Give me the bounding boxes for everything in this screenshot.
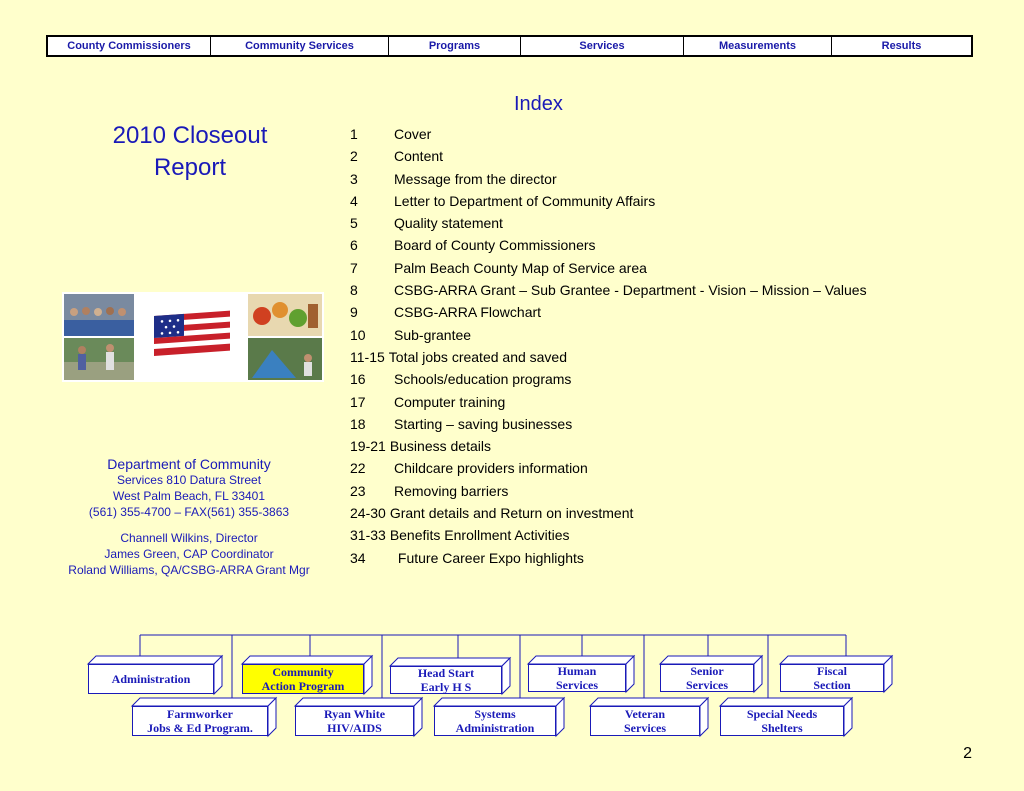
org-label: Jobs & Ed Program. <box>147 721 253 735</box>
report-title-line1: 2010 Closeout <box>112 122 268 149</box>
index-item-number: 1 <box>350 126 358 142</box>
index-item-label: Total jobs created and saved <box>388 348 568 365</box>
org-label: Section <box>813 678 851 692</box>
org-fiscal-section[interactable] <box>780 664 884 692</box>
org-human-services[interactable] <box>528 664 626 692</box>
org-label: Special Needs <box>746 707 818 721</box>
index-item-label: Content <box>394 148 444 165</box>
index-item-number: 19-21 <box>350 438 386 455</box>
nav-programs[interactable]: Programs <box>389 37 521 55</box>
index-item-label: Schools/education programs <box>394 371 572 388</box>
org-label: Administration <box>111 672 191 686</box>
index-item-label: Future Career Expo highlights <box>394 549 584 566</box>
nav-services[interactable]: Services <box>521 37 684 55</box>
org-label: Early H S <box>420 680 472 694</box>
index-item-label: Grant details and Return on investment <box>389 505 634 522</box>
index-item-label: Letter to Department of Community Affairs <box>394 192 656 209</box>
org-label: Ryan White <box>323 707 386 721</box>
org-veteran-services[interactable] <box>590 706 700 736</box>
index-item-number: 31-33 <box>350 527 386 544</box>
index-item-label: Message from the director <box>394 170 557 187</box>
org-administration[interactable] <box>88 664 214 694</box>
nav-results[interactable]: Results <box>881 40 922 52</box>
org-ryan-white[interactable] <box>295 706 414 736</box>
index-item-label: Cover <box>394 126 432 142</box>
report-title-line2: Report <box>153 154 227 181</box>
org-label: Services <box>556 678 598 692</box>
org-label: Services <box>686 678 728 692</box>
index-item-label: Sub-grantee <box>394 326 472 343</box>
staff-coordinator: James Green, CAP Coordinator <box>104 547 274 561</box>
index-item-number: 7 <box>350 259 358 276</box>
index-item-number: 2 <box>350 148 358 165</box>
org-label: Shelters <box>761 721 803 735</box>
nav-county-commissioners[interactable]: County Commissioners <box>48 37 211 55</box>
index-item-number: 16 <box>350 371 366 388</box>
org-label: Senior <box>690 664 724 678</box>
org-label: Human <box>557 664 597 678</box>
index-item-number: 6 <box>350 237 358 254</box>
index-item-label: CSBG-ARRA Grant – Sub Grantee - Department - Vision – Mission – Values <box>394 282 867 299</box>
org-community-action-program[interactable] <box>242 664 364 694</box>
org-systems-administration[interactable] <box>434 706 556 736</box>
index-item-label: Starting – saving businesses <box>394 415 573 432</box>
index-item-number: 10 <box>350 326 366 343</box>
org-label: Administration <box>455 721 535 735</box>
org-label: Action Program <box>261 679 345 693</box>
page-number: 2 <box>963 745 972 762</box>
department-address2: West Palm Beach, FL 33401 <box>112 489 266 503</box>
org-special-needs-shelters[interactable] <box>720 706 844 736</box>
index-item-label: Benefits Enrollment Activities <box>389 527 570 544</box>
org-label: Farmworker <box>167 707 233 721</box>
org-label: Head Start <box>417 666 475 680</box>
org-head-start[interactable] <box>390 666 502 694</box>
org-label: Community <box>272 665 334 679</box>
org-label: Fiscal <box>817 664 847 678</box>
org-farmworker[interactable] <box>132 706 268 736</box>
index-item-number: 9 <box>350 304 358 321</box>
index-item-number: 23 <box>350 482 366 499</box>
org-label: HIV/AIDS <box>327 721 382 735</box>
staff-grant-manager: Roland Williams, QA/CSBG-ARRA Grant Mgr <box>68 563 310 577</box>
index-item-number: 22 <box>350 460 366 477</box>
index-item-number: 11-15 <box>350 348 385 365</box>
index-item-label: CSBG-ARRA Flowchart <box>394 304 542 321</box>
department-name: Department of Community <box>107 456 271 472</box>
index-item-number: 24-30 <box>350 505 386 522</box>
staff-director: Channell Wilkins, Director <box>120 531 258 545</box>
index-item-number: 3 <box>350 170 358 187</box>
index-item-label: Board of County Commissioners <box>394 237 596 254</box>
index-item-label: Quality statement <box>394 215 503 232</box>
index-heading: Index <box>514 93 563 115</box>
index-item-label: Business details <box>389 438 491 455</box>
index-item-label: Computer training <box>394 393 506 410</box>
index-item-number: 8 <box>350 282 358 299</box>
index-item-number: 34 <box>350 549 366 566</box>
index-item-number: 5 <box>350 215 358 232</box>
org-label: Services <box>624 721 666 735</box>
index-item-number: 4 <box>350 192 358 209</box>
index-item-label: Removing barriers <box>394 482 509 499</box>
org-label: Systems <box>474 707 516 721</box>
index-item-number: 18 <box>350 415 366 432</box>
org-senior-services[interactable] <box>660 664 754 692</box>
department-address1: Services 810 Datura Street <box>116 473 262 487</box>
index-item-label: Childcare providers information <box>394 460 588 477</box>
nav-measurements[interactable]: Measurements <box>684 37 832 55</box>
department-phone: (561) 355-4700 – FAX(561) 355-3863 <box>88 505 290 519</box>
nav-community-services[interactable]: Community Services <box>211 37 389 55</box>
index-item-label: Palm Beach County Map of Service area <box>394 259 647 276</box>
index-item-number: 17 <box>350 393 366 410</box>
org-label: Veteran <box>624 707 666 721</box>
